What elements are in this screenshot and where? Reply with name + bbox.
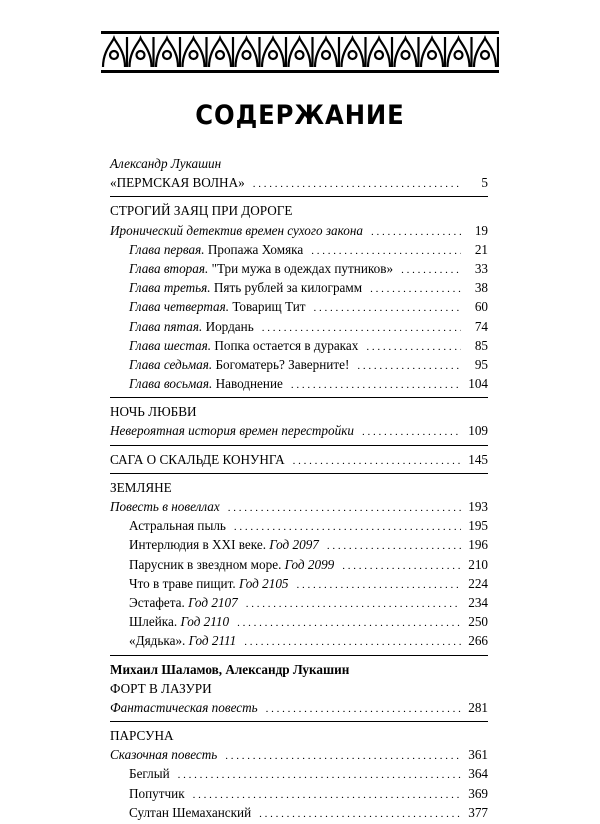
story-title: Султан Шемаханский xyxy=(129,804,252,820)
chapter-title: Пропажа Хомяка xyxy=(207,241,304,257)
section-divider xyxy=(110,196,488,197)
page-number: 33 xyxy=(474,260,488,276)
ornament-ring xyxy=(269,51,277,59)
story-title: Интерлюдия в XXI веке. xyxy=(129,537,266,553)
ornament-arch xyxy=(156,38,178,67)
ornament-ring xyxy=(296,51,304,59)
section-heading: ПАРСУНА xyxy=(110,728,174,744)
chapter-label: Глава пятая. xyxy=(129,318,203,334)
dot-leader xyxy=(246,595,461,614)
dot-leader xyxy=(293,452,461,471)
ornament-arch xyxy=(421,38,443,67)
entry-title: «ПЕРМСКАЯ ВОЛНА» xyxy=(110,175,245,191)
ornament-ring xyxy=(216,51,224,59)
ornament-ring xyxy=(137,51,145,59)
story-entry[interactable] xyxy=(110,574,488,593)
ornament-arch xyxy=(236,38,258,67)
page-number: 193 xyxy=(468,499,488,514)
chapter-title: Пять рублей за килограмм xyxy=(213,280,363,296)
chapter-title: Товарищ Тит xyxy=(232,299,306,315)
entry-subtitle: Фантастическая повесть xyxy=(110,699,258,715)
story-entry[interactable] xyxy=(110,612,488,631)
ornament-ring xyxy=(455,51,463,59)
story-title: Шлейка. xyxy=(129,614,178,630)
toc-entry[interactable] xyxy=(110,698,488,717)
section-heading: НОЧЬ ЛЮБВИ xyxy=(110,404,197,420)
dot-leader xyxy=(362,423,461,442)
chapter-label: Глава третья. xyxy=(129,280,211,296)
ornament-arch xyxy=(342,38,364,67)
ornament-arch xyxy=(474,38,496,67)
entry-subtitle: Повесть в новеллах xyxy=(110,499,220,514)
story-entry[interactable] xyxy=(110,593,488,612)
ornament-ring xyxy=(481,51,489,59)
dot-leader xyxy=(178,766,461,785)
section-divider xyxy=(110,397,488,398)
page-number: 21 xyxy=(474,241,488,257)
ornament-ring xyxy=(402,51,410,59)
ornament-arch xyxy=(289,38,311,67)
ornament-ring xyxy=(322,51,330,59)
dot-leader xyxy=(297,576,461,595)
ornament-ring xyxy=(110,51,118,59)
page-number: 195 xyxy=(468,518,488,534)
chapter-label: Глава восьмая. xyxy=(129,376,213,392)
ornament-arch xyxy=(183,38,205,67)
story-entry[interactable] xyxy=(110,784,488,803)
ornament-arch xyxy=(209,38,231,67)
toc-entry[interactable] xyxy=(110,421,488,440)
story-entry[interactable] xyxy=(110,555,488,574)
dot-leader xyxy=(342,557,461,576)
ornament-ring xyxy=(243,51,251,59)
chapter-entry[interactable] xyxy=(110,297,488,316)
page-number: 210 xyxy=(468,556,488,572)
dot-leader xyxy=(327,537,461,556)
ornament-ring xyxy=(375,51,383,59)
page-number: 266 xyxy=(468,633,488,649)
page-number: 109 xyxy=(468,423,488,439)
entry-subtitle: Невероятная история времен перестройки xyxy=(110,423,354,439)
dot-leader xyxy=(225,747,461,766)
story-year: Год 2107 xyxy=(188,594,238,610)
entry-title: САГА О СКАЛЬДЕ КОНУНГА xyxy=(110,451,285,467)
toc-entry[interactable] xyxy=(110,221,488,240)
story-title: «Дядька». xyxy=(129,633,186,649)
page-number: 361 xyxy=(468,747,488,763)
chapter-label: Глава первая. xyxy=(129,241,205,257)
chapter-entry[interactable] xyxy=(110,317,488,336)
ornament-ring xyxy=(428,51,436,59)
dot-leader xyxy=(266,700,461,719)
section-authors: Михаил Шаламов, Александр Лукашин xyxy=(110,661,350,677)
chapter-title: "Три мужа в одеждах путников» xyxy=(211,260,394,276)
story-title: Попутчик xyxy=(129,785,185,801)
dot-leader xyxy=(366,338,461,357)
page-number: 85 xyxy=(474,337,488,353)
story-entry[interactable] xyxy=(110,631,488,650)
entry-subtitle: Сказочная повесть xyxy=(110,747,218,763)
toc-entry[interactable] xyxy=(110,173,488,192)
page-number: 5 xyxy=(481,175,488,191)
page-number: 60 xyxy=(474,299,488,315)
dot-leader xyxy=(253,175,461,194)
section-divider xyxy=(110,445,488,446)
decorative-ornament-border xyxy=(101,31,499,73)
chapter-title: Богоматерь? Заверните! xyxy=(215,356,350,372)
dot-leader xyxy=(237,614,461,633)
story-year: Год 2105 xyxy=(238,575,289,591)
toc-entry[interactable] xyxy=(110,497,488,516)
story-title: Астральная пыль xyxy=(129,518,226,534)
page-number: 196 xyxy=(468,537,488,553)
chapter-label: Глава седьмая. xyxy=(129,356,213,372)
story-entry[interactable] xyxy=(110,764,488,783)
chapter-label: Глава четвертая. xyxy=(129,299,230,315)
chapter-title: Попка остается в дураках xyxy=(214,337,359,353)
dot-leader xyxy=(357,357,461,376)
page-number: 281 xyxy=(468,699,488,715)
story-title: Беглый xyxy=(129,766,170,782)
entry-subtitle: Иронический детектив времен сухого закона xyxy=(110,222,364,238)
ornament-arch xyxy=(368,38,390,67)
section-divider xyxy=(110,655,488,656)
page-number: 250 xyxy=(468,614,488,630)
chapter-entry[interactable] xyxy=(110,336,488,355)
ornament-arch xyxy=(395,38,417,67)
story-title: Что в траве пищит. xyxy=(129,575,236,591)
page-number: 95 xyxy=(474,356,488,372)
section-heading: СТРОГИЙ ЗАЯЦ ПРИ ДОРОГЕ xyxy=(110,203,293,219)
section-divider xyxy=(110,721,488,722)
page-number: 19 xyxy=(474,222,488,238)
page-number: 224 xyxy=(468,575,488,591)
ornament-arch xyxy=(448,38,470,67)
chapter-entry[interactable] xyxy=(110,355,488,374)
dot-leader xyxy=(259,805,461,824)
ornament-arch xyxy=(315,38,337,67)
ornament-ring xyxy=(190,51,198,59)
page-number: 38 xyxy=(474,280,488,296)
page-number: 145 xyxy=(468,451,488,467)
section-divider xyxy=(110,473,488,474)
table-of-contents xyxy=(110,154,488,822)
page-number: 369 xyxy=(468,785,488,801)
toc-entry[interactable] xyxy=(110,450,488,469)
section-author: Александр Лукашин xyxy=(110,156,222,171)
chapter-label: Глава вторая. xyxy=(129,260,209,276)
page-title: СОДЕРЖАНИЕ xyxy=(195,100,405,131)
page-number: 104 xyxy=(468,376,488,392)
story-title: Эстафета. xyxy=(129,594,185,610)
page-number: 364 xyxy=(468,766,488,782)
page-number: 234 xyxy=(468,594,488,610)
ornament-arch xyxy=(103,38,125,67)
toc-entry[interactable] xyxy=(110,745,488,764)
ornament-ring xyxy=(163,51,171,59)
story-entry[interactable] xyxy=(110,535,488,554)
dot-leader xyxy=(370,280,461,299)
story-year: Год 2110 xyxy=(180,614,230,630)
chapter-label: Глава шестая. xyxy=(129,337,212,353)
story-title: Парусник в звездном море. xyxy=(129,556,282,572)
ornament-arch xyxy=(130,38,152,67)
section-heading: ЗЕМЛЯНЕ xyxy=(110,479,172,495)
story-year: Год 2097 xyxy=(269,537,319,553)
dot-leader xyxy=(291,376,461,395)
chapter-entry[interactable] xyxy=(110,374,488,393)
ornament-ring xyxy=(349,51,357,59)
page-number: 74 xyxy=(474,318,488,334)
ornament-arch xyxy=(262,38,284,67)
dot-leader xyxy=(228,499,461,518)
section-heading: ФОРТ В ЛАЗУРИ xyxy=(110,680,212,696)
chapter-entry[interactable] xyxy=(110,278,488,297)
story-entry[interactable] xyxy=(110,803,488,822)
story-year: Год 2111 xyxy=(188,633,237,649)
chapter-entry[interactable] xyxy=(110,259,488,278)
chapter-entry[interactable] xyxy=(110,240,488,259)
dot-leader xyxy=(244,633,461,652)
dot-leader xyxy=(314,299,461,318)
dot-leader xyxy=(371,223,461,242)
story-year: Год 2099 xyxy=(284,556,335,572)
story-entry[interactable] xyxy=(110,516,488,535)
chapter-title: Иордань xyxy=(205,318,254,334)
page-number: 377 xyxy=(468,804,488,820)
dot-leader xyxy=(401,261,461,280)
chapter-title: Наводнение xyxy=(215,376,283,392)
